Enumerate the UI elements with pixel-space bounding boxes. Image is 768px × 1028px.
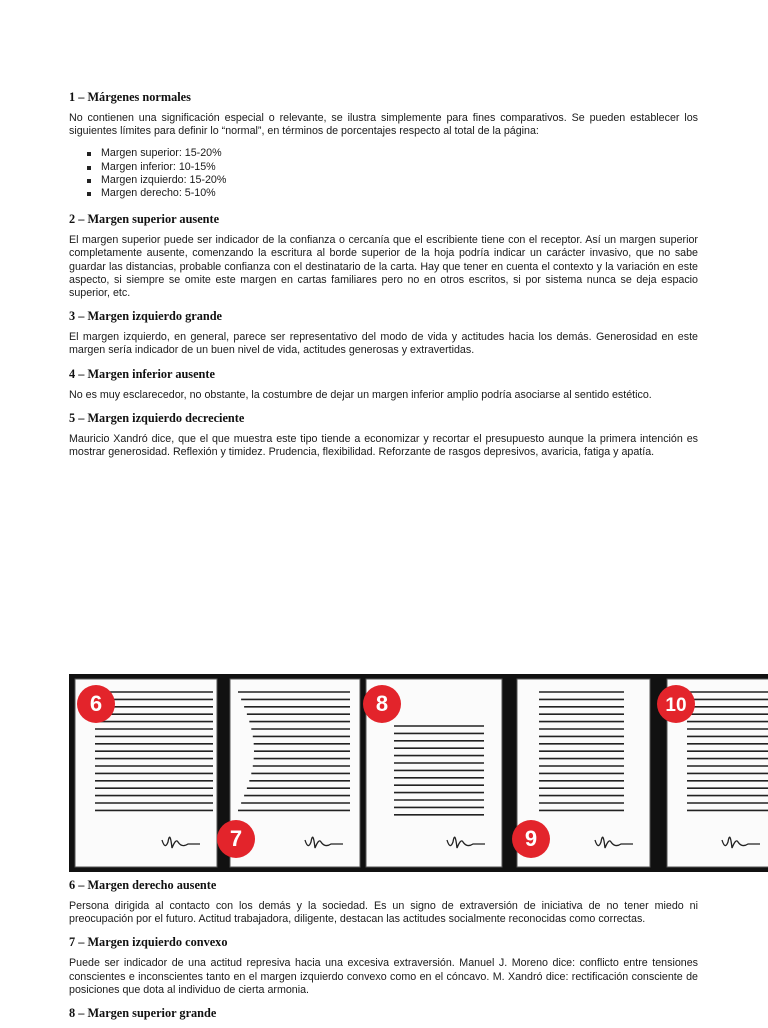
badge-number: 8 — [375, 691, 389, 716]
section-heading: 3 – Margen izquierdo grande — [69, 309, 223, 324]
section-heading: 2 – Margen superior ausente — [69, 212, 220, 227]
section-paragraph: Mauricio Xandró dice, que el que muestra este tipo tiende a economizar y recortar el presupuesto aunque la primera intención es mostrar generosidad. Reflexión y timidez. Prudencia, flexibilidad. Reforzante de rasgos depresivos, avaricia, fatiga y apatía. — [69, 432, 698, 459]
section-paragraph: Persona dirigida al contacto con los demás y la sociedad. Es un signo de extraversión de iniciativa de no tener miedo ni preocupación por el futuro. Actitud trabajadora, diligente, destacan las actitudes socialmente reconocidas como correctas. — [69, 900, 698, 926]
section-heading: 7 – Margen izquierdo convexo — [69, 935, 228, 950]
badge-number: 10 — [665, 695, 687, 716]
margin-examples-figure — [69, 674, 768, 872]
section-paragraph: El margen superior puede ser indicador de la confianza o cercanía que el escribiente tiene con el receptor. Así un margen superior completamente ausente, comenzando la escritura al borde superior de la hoja podría indicar un carácter invasivo, que no sabe guardar las distancias, probable confianza con el destinatario de la carta. Hay que tener en cuenta el contexto y la variación en este aspecto, si siempre se omite este margen en cartas familiares pero no en otros escritos, si por sistema nunca se deja espacio superior, etc. — [69, 234, 698, 300]
list-item: Margen izquierdo: 15-20% — [101, 174, 698, 187]
section-4 — [69, 367, 698, 402]
section-heading: 1 – Márgenes normales — [69, 90, 191, 104]
section-3 — [69, 309, 698, 357]
section-heading: 5 – Margen izquierdo decreciente — [69, 410, 245, 425]
section-1 — [69, 90, 698, 200]
section-5 — [69, 411, 698, 459]
section-8 — [69, 1006, 698, 1021]
badge-number: 6 — [89, 691, 103, 716]
list-item: Margen inferior: 10-15% — [101, 161, 698, 174]
section-paragraph: El margen izquierdo, en general, parece ser representativo del modo de vida y actitudes hacia los demás. Generosidad en este margen sería indicador de un buen nivel de vida, actitudes generosas y extravertidas. — [69, 331, 698, 357]
section-2 — [69, 212, 698, 300]
list-item: Margen superior: 15-20% — [101, 147, 698, 160]
section-heading: 8 – Margen superior grande — [69, 1006, 217, 1021]
document-lower-text — [69, 878, 698, 1028]
badge-number: 9 — [524, 826, 538, 851]
document-upper-text — [69, 90, 698, 468]
section-6 — [69, 878, 698, 926]
margin-limits-list — [69, 147, 698, 200]
section-paragraph: Puede ser indicador de una actitud represiva hacia una excesiva extraversión. Manuel J. Moreno dice: conflicto entre tensiones conscientes e inconscientes tanto en el margen izquierdo convexo como en el cóncavo. M. Xandró dice: rectificación consciente de posiciones que dota al individuo de cierta armonia. — [69, 957, 698, 996]
section-heading: 4 – Margen inferior ausente — [69, 366, 215, 381]
section-7 — [69, 935, 698, 997]
list-item: Margen derecho: 5-10% — [101, 187, 698, 200]
margin-examples-illustration — [69, 674, 768, 872]
section-heading: 6 – Margen derecho ausente — [69, 878, 217, 892]
badge-number: 7 — [229, 826, 243, 851]
section-paragraph: No contienen una significación especial o relevante, se ilustra simplemente para fines comparativos. Se pueden establecer los siguientes límites para definir lo “normal”, en términos de porcentajes respecto al total de la página: — [69, 112, 698, 138]
section-paragraph: No es muy esclarecedor, no obstante, la costumbre de dejar un margen inferior amplio podría asociarse al sentido estético. — [69, 388, 652, 401]
